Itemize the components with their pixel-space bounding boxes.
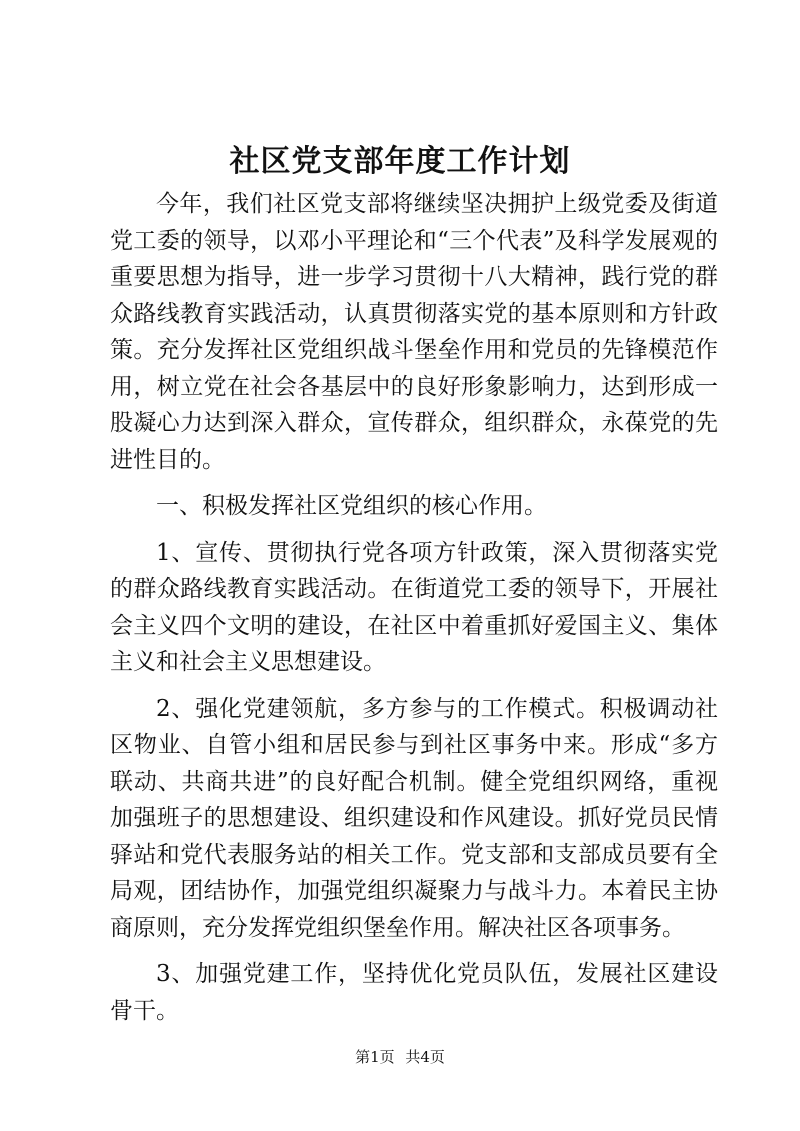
section-heading-1: 一、积极发挥社区党组织的核心作用。 <box>156 493 547 519</box>
page-total: 共4页 <box>405 1048 445 1066</box>
item-paragraph-3: 3、加强党建工作，坚持优化党员队伍，发展社区建设骨干。 <box>110 961 718 1024</box>
page-number: 第1页 <box>355 1048 395 1066</box>
item-paragraph-1: 1、宣传、贯彻执行党各项方针政策，深入贯彻落实党的群众路线教育实践活动。在街道党工委的领导下，开展社会主义四个文明的建设，在社区中着重抓好爱国主义、集体主义和社会主义思想建设。 <box>110 539 718 675</box>
page-footer <box>0 1047 800 1067</box>
item-paragraph-2: 2、强化党建领航，多方参与的工作模式。积极调动社区物业、自管小组和居民参与到社区事务中来。形成“多方联动、共商共进”的良好配合机制。健全党组织网络，重视加强班子的思想建设、组织建设和作风建设。抓好党员民情驿站和党代表服务站的相关工作。党支部和支部成员要有全局观，团结协作，加强党组织凝聚力与战斗力。本着民主协商原则，充分发挥党组织堡垒作用。解决社区各项事务。 <box>110 695 718 941</box>
document-title: 社区党支部年度工作计划 <box>229 144 571 179</box>
intro-paragraph: 今年，我们社区党支部将继续坚决拥护上级党委及街道党工委的领导，以邓小平理论和“三个代表”及科学发展观的重要思想为指导，进一步学习贯彻十八大精神，践行党的群众路线教育实践活动，认真贯彻落实党的基本原则和方针政策。充分发挥社区党组织战斗堡垒作用和党员的先锋模范作用，树立党在社会各基层中的良好形象影响力，达到形成一股凝心力达到深入群众，宣传群众，组织群众，永葆党的先进性目的。 <box>110 191 718 473</box>
document-body <box>110 186 718 1039</box>
